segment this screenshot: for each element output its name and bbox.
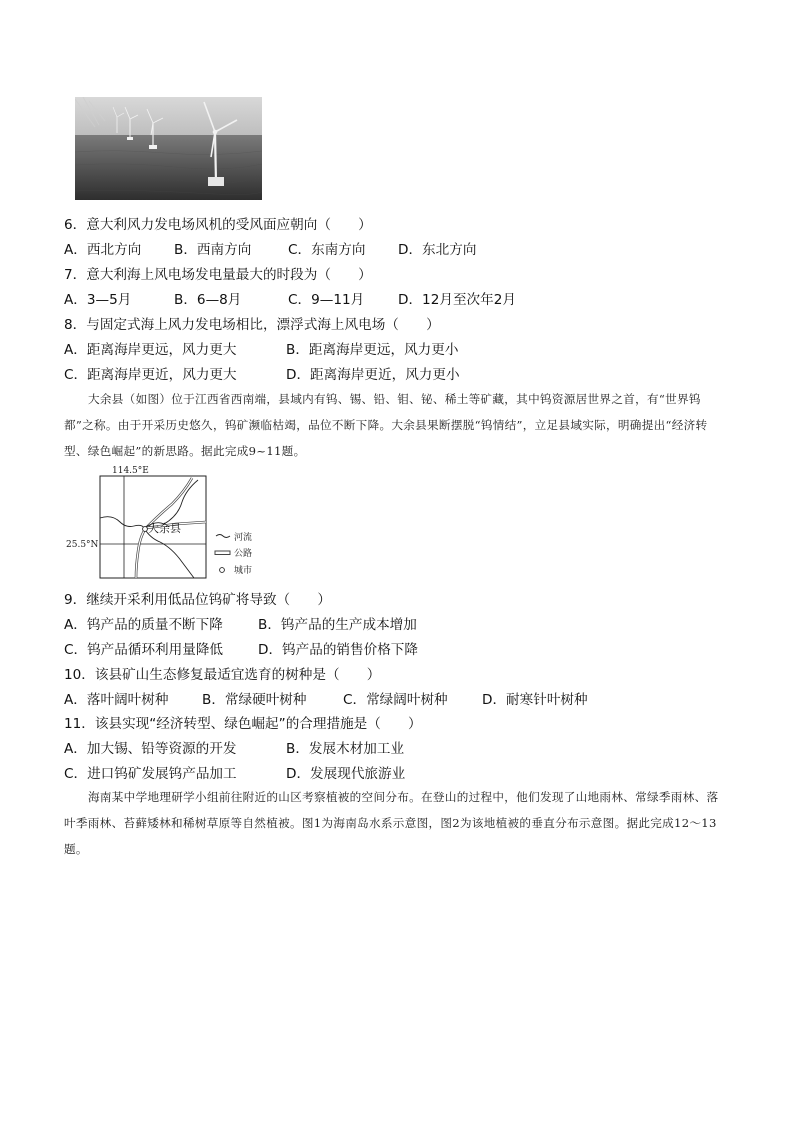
legend-road: 公路 — [234, 549, 253, 559]
longitude-label: 114.5°E — [112, 466, 149, 476]
latitude-label: 25.5°N — [66, 540, 99, 550]
option-b[interactable]: B．西南方向 — [174, 242, 252, 258]
option-c[interactable]: C．常绿阔叶树种 — [343, 692, 448, 708]
option-b[interactable]: B．发展木材加工业 — [286, 741, 405, 757]
legend-river: 河流 — [234, 533, 253, 543]
option-a[interactable]: A．钨产品的质量不断下降 — [64, 617, 223, 633]
option-d[interactable]: D．东北方向 — [398, 242, 477, 258]
dayu-county-map — [64, 462, 274, 586]
option-a[interactable]: A．加大锡、铅等资源的开发 — [64, 741, 237, 757]
option-b[interactable]: B．常绿硬叶树种 — [202, 692, 307, 708]
question-7: 7．意大利海上风电场发电量最大的时段为（ ） — [64, 267, 372, 283]
option-a[interactable]: A．距离海岸更远，风力更大 — [64, 342, 237, 358]
river-line — [100, 480, 198, 528]
option-a[interactable]: A．3—5月 — [64, 292, 132, 308]
city-label: 大余县 — [148, 522, 181, 535]
option-d[interactable]: D．距离海岸更近，风力更小 — [286, 367, 460, 383]
offshore-wind-farm-photo — [75, 97, 262, 200]
option-b[interactable]: B．距离海岸更远，风力更小 — [286, 342, 459, 358]
option-d[interactable]: D．耐寒针叶树种 — [482, 692, 588, 708]
option-c[interactable]: C．9—11月 — [288, 292, 365, 308]
option-c[interactable]: C．距离海岸更近，风力更大 — [64, 367, 237, 383]
option-d[interactable]: D．钨产品的销售价格下降 — [258, 642, 418, 658]
city-marker — [143, 527, 148, 532]
question-9: 9．继续开采利用低品位钨矿将导致（ ） — [64, 592, 331, 608]
option-c[interactable]: C．钨产品循环利用量降低 — [64, 642, 224, 658]
option-d[interactable]: D．12月至次年2月 — [398, 292, 516, 308]
question-10: 10．该县矿山生态修复最适宜选育的树种是（ ） — [64, 667, 381, 683]
question-8: 8．与固定式海上风力发电场相比，漂浮式海上风电场（ ） — [64, 317, 440, 333]
option-d[interactable]: D．发展现代旅游业 — [286, 766, 406, 782]
passage-hainan: 海南某中学地理研学小组前往附近的山区考察植被的空间分布。在登山的过程中，他们发现了山地雨林、常绿季雨林、落叶季雨林、苔藓矮林和稀树草原等自然植被。图1为海南岛水系示意图，图2为该地植被的垂直分布示意图。据此完成12～13题。 — [64, 790, 719, 856]
option-c[interactable]: C．进口钨矿发展钨产品加工 — [64, 766, 237, 782]
option-a[interactable]: A．落叶阔叶树种 — [64, 692, 169, 708]
passage-dayu: 大余县（如图）位于江西省西南端，县域内有钨、锡、铅、钼、铋、稀土等矿藏，其中钨资源居世界之首，有“世界钨都”之称。由于开采历史悠久，钨矿濒临枯竭，品位不断下降。大余县果断摆脱“钨情结”，立足县域实际，明确提出“经济转型、绿色崛起”的新思路。据此完成9~11题。 — [64, 392, 708, 458]
option-b[interactable]: B．钨产品的生产成本增加 — [258, 617, 417, 633]
question-11: 11．该县实现“经济转型、绿色崛起”的合理措施是（ ） — [64, 716, 422, 732]
question-6: 6．意大利风力发电场风机的受风面应朝向（ ） — [64, 217, 372, 233]
option-b[interactable]: B．6—8月 — [174, 292, 242, 308]
legend-city: 城市 — [234, 566, 253, 576]
option-c[interactable]: C．东南方向 — [288, 242, 366, 258]
option-a[interactable]: A．西北方向 — [64, 242, 142, 258]
